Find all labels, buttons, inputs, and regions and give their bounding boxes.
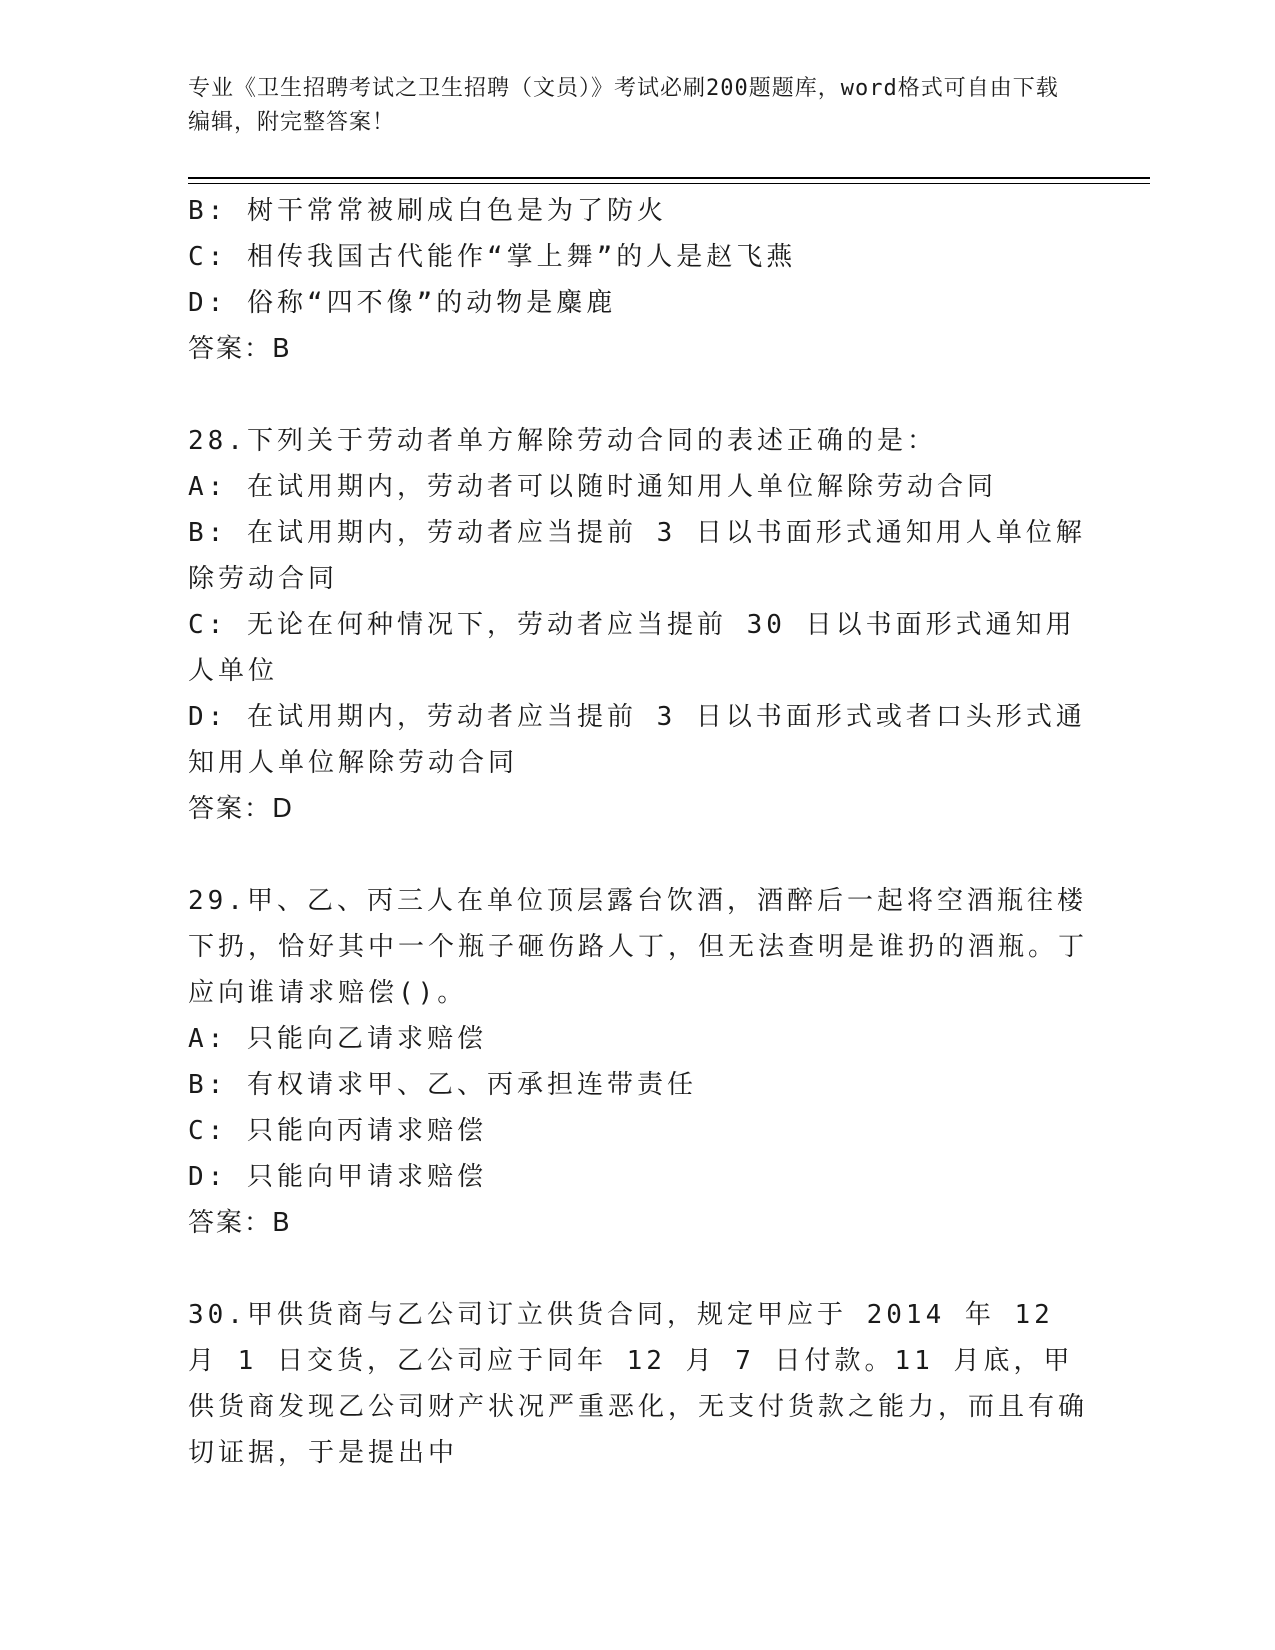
- answer-label: 答案：: [188, 1208, 273, 1238]
- answer-line: [188, 1200, 1088, 1246]
- option-c: C: 无论在何种情况下，劳动者应当提前 30 日以书面形式通知用人单位: [188, 610, 1076, 686]
- answer-value: B: [272, 1208, 292, 1238]
- question-stem: 29.甲、乙、丙三人在单位顶层露台饮酒，酒醉后一起将空酒瓶往楼下扔，恰好其中一个瓶子砸伤路人丁，但无法查明是谁扔的酒瓶。丁应向谁请求赔偿()。: [188, 886, 1089, 1008]
- document-header: [188, 72, 1068, 140]
- answer-value: B: [272, 334, 292, 364]
- option-a: A: 在试用期内，劳动者可以随时通知用人单位解除劳动合同: [188, 472, 997, 502]
- header-divider-thick: [188, 177, 1150, 179]
- header-divider-thin: [188, 183, 1150, 184]
- option-c: C: 相传我国古代能作“掌上舞”的人是赵飞燕: [188, 242, 797, 272]
- answer-line: [188, 786, 1088, 832]
- option-b: B: 有权请求甲、乙、丙承担连带责任: [188, 1070, 697, 1100]
- option-d: D: 俗称“四不像”的动物是麋鹿: [188, 288, 617, 318]
- header-text: 专业《卫生招聘考试之卫生招聘（文员）》考试必刷200题题库，word格式可自由下载编辑，附完整答案！: [188, 76, 1059, 135]
- option-a: A: 只能向乙请求赔偿: [188, 1024, 487, 1054]
- option-b: B: 树干常常被刷成白色是为了防火: [188, 196, 667, 226]
- answer-label: 答案：: [188, 334, 273, 364]
- option-d: D: 只能向甲请求赔偿: [188, 1162, 487, 1192]
- document-body: [188, 188, 1088, 1476]
- question-29: [188, 878, 1088, 1246]
- option-b: B: 在试用期内，劳动者应当提前 3 日以书面形式通知用人单位解除劳动合同: [188, 518, 1086, 594]
- question-stem: 28.下列关于劳动者单方解除劳动合同的表述正确的是：: [188, 426, 937, 456]
- prev-question-block: [188, 188, 1088, 372]
- question-stem: 30.甲供货商与乙公司订立供货合同，规定甲应于 2014 年 12 月 1 日交货，乙公司应于同年 12 月 7 日付款。11 月底，甲供货商发现乙公司财产状况严重恶化，无支付货款之能力，而且有确切证据，于是提出中: [188, 1300, 1089, 1468]
- answer-label: 答案：: [188, 794, 273, 824]
- question-28: [188, 418, 1088, 832]
- option-d: D: 在试用期内，劳动者应当提前 3 日以书面形式或者口头形式通知用人单位解除劳动合同: [188, 702, 1086, 778]
- answer-value: D: [272, 794, 295, 824]
- option-c: C: 只能向丙请求赔偿: [188, 1116, 487, 1146]
- answer-line: [188, 326, 1088, 372]
- question-30: [188, 1292, 1088, 1476]
